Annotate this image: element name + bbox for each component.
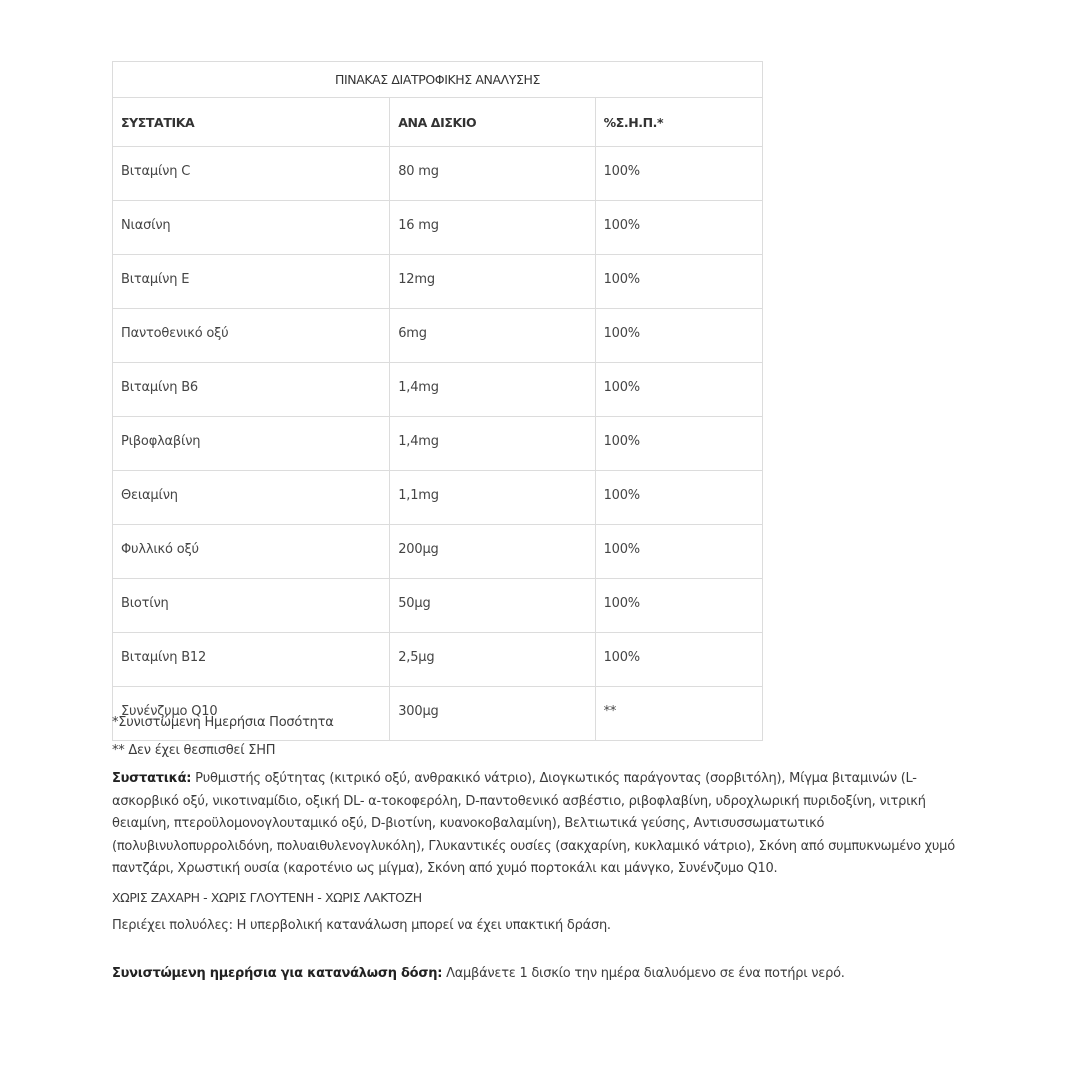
rda-cell: 100% (595, 471, 762, 525)
free-from-statement: ΧΩΡΙΣ ΖΑΧΑΡΗ - ΧΩΡΙΣ ΓΛΟΥΤΕΝΗ - ΧΩΡΙΣ ΛΑΚΤΟΖΗ (112, 889, 422, 905)
per-tablet-cell: 16 mg (390, 201, 595, 255)
per-tablet-cell: 6mg (390, 309, 595, 363)
footnote-no-rda: ** Δεν έχει θεσπισθεί ΣΗΠ (112, 743, 276, 758)
ingredients-label: Συστατικά: (112, 771, 192, 786)
rda-cell: 100% (595, 417, 762, 471)
polyols-warning: Περιέχει πολυόλες: Η υπερβολική κατανάλωση μπορεί να έχει υπακτική δράση. (112, 917, 611, 933)
ingredient-cell: Παντοθενικό οξύ (113, 309, 390, 363)
per-tablet-cell: 200μg (390, 525, 595, 579)
ingredient-cell: Ριβοφλαβίνη (113, 417, 390, 471)
rda-cell: 100% (595, 201, 762, 255)
ingredient-cell: Βιοτίνη (113, 579, 390, 633)
dosage-paragraph (112, 963, 972, 985)
table-row (113, 417, 763, 471)
per-tablet-cell: 2,5μg (390, 633, 595, 687)
ingredient-cell: Βιταμίνη Ε (113, 255, 390, 309)
rda-cell: ** (595, 687, 762, 741)
ingredient-cell: Βιταμίνη Β6 (113, 363, 390, 417)
rda-cell: 100% (595, 525, 762, 579)
dosage-text: Λαμβάνετε 1 δισκίο την ημέρα διαλυόμενο σε ένα ποτήρι νερό. (442, 965, 845, 981)
column-header-per-tablet: ΑΝΑ ΔΙΣΚΙΟ (390, 98, 595, 147)
ingredient-cell: Θειαμίνη (113, 471, 390, 525)
table-row (113, 309, 763, 363)
column-header-ingredient: ΣΥΣΤΑΤΙΚΑ (113, 98, 390, 147)
ingredient-cell: Φυλλικό οξύ (113, 525, 390, 579)
table-title-row (113, 62, 763, 98)
table-row (113, 147, 763, 201)
table-row (113, 255, 763, 309)
rda-cell: 100% (595, 363, 762, 417)
per-tablet-cell: 50μg (390, 579, 595, 633)
rda-cell: 100% (595, 633, 762, 687)
per-tablet-cell: 12mg (390, 255, 595, 309)
ingredient-cell: Νιασίνη (113, 201, 390, 255)
ingredients-paragraph (112, 768, 972, 881)
product-notes (112, 712, 972, 993)
table-row (113, 579, 763, 633)
ingredient-cell: Συνένζυμο Q10 (113, 687, 390, 741)
rda-cell: 100% (595, 309, 762, 363)
table-row (113, 363, 763, 417)
nutrition-table (112, 61, 763, 741)
table-row (113, 633, 763, 687)
rda-cell: 100% (595, 255, 762, 309)
rda-cell: 100% (595, 147, 762, 201)
dosage-label: Συνιστώμενη ημερήσια για κατανάλωση δόση: (112, 965, 443, 981)
ingredient-cell: Βιταμίνη Β12 (113, 633, 390, 687)
table-row (113, 525, 763, 579)
ingredients-text: Ρυθμιστής οξύτητας (κιτρικό οξύ, ανθρακικό νάτριο), Διογκωτικός παράγοντας (σορβιτόλη), Μίγμα βιταμινών (L-ασκορβικό οξύ, νικοτιναμίδιο, οξική DL- α-τοκοφερόλη, D-παντοθενικό ασβέστιο, ριβοφλαβίνη, υδροχλωρική πυριδοξίνη, νιτρική θειαμίνη, πτεροϋλομονογλουταμικό οξύ, D-βιοτίνη, κυανοκοβαλαμίνη), Βελτιωτικά γεύσης, Αντισυσσωματωτικό (πολυβινυλοπυρρολιδόνη, πολυαιθυλενογλυκόλη), Γλυκαντικές ουσίες (σακχαρίνη, κυκλαμικό νάτριο), Σκόνη από συμπυκνωμένο χυμό παντζάρι, Χρωστική ουσία (καροτένιο ως μίγμα), Σκόνη από χυμό πορτοκάλι και μάνγκο, Συνένζυμο Q10. (112, 771, 955, 876)
per-tablet-cell: 300μg (390, 687, 595, 741)
per-tablet-cell: 1,4mg (390, 417, 595, 471)
table-title: ΠΙΝΑΚΑΣ ΔΙΑΤΡΟΦΙΚΗΣ ΑΝΑΛΥΣΗΣ (113, 62, 763, 98)
footnote-rda: *Συνιστώμενη Ημερήσια Ποσότητα (112, 715, 334, 730)
rda-cell: 100% (595, 579, 762, 633)
table-row (113, 201, 763, 255)
column-header-rda: %Σ.Η.Π.* (595, 98, 762, 147)
per-tablet-cell: 1,4mg (390, 363, 595, 417)
ingredient-cell: Βιταμίνη C (113, 147, 390, 201)
table-row (113, 471, 763, 525)
per-tablet-cell: 80 mg (390, 147, 595, 201)
per-tablet-cell: 1,1mg (390, 471, 595, 525)
table-header-row (113, 98, 763, 147)
